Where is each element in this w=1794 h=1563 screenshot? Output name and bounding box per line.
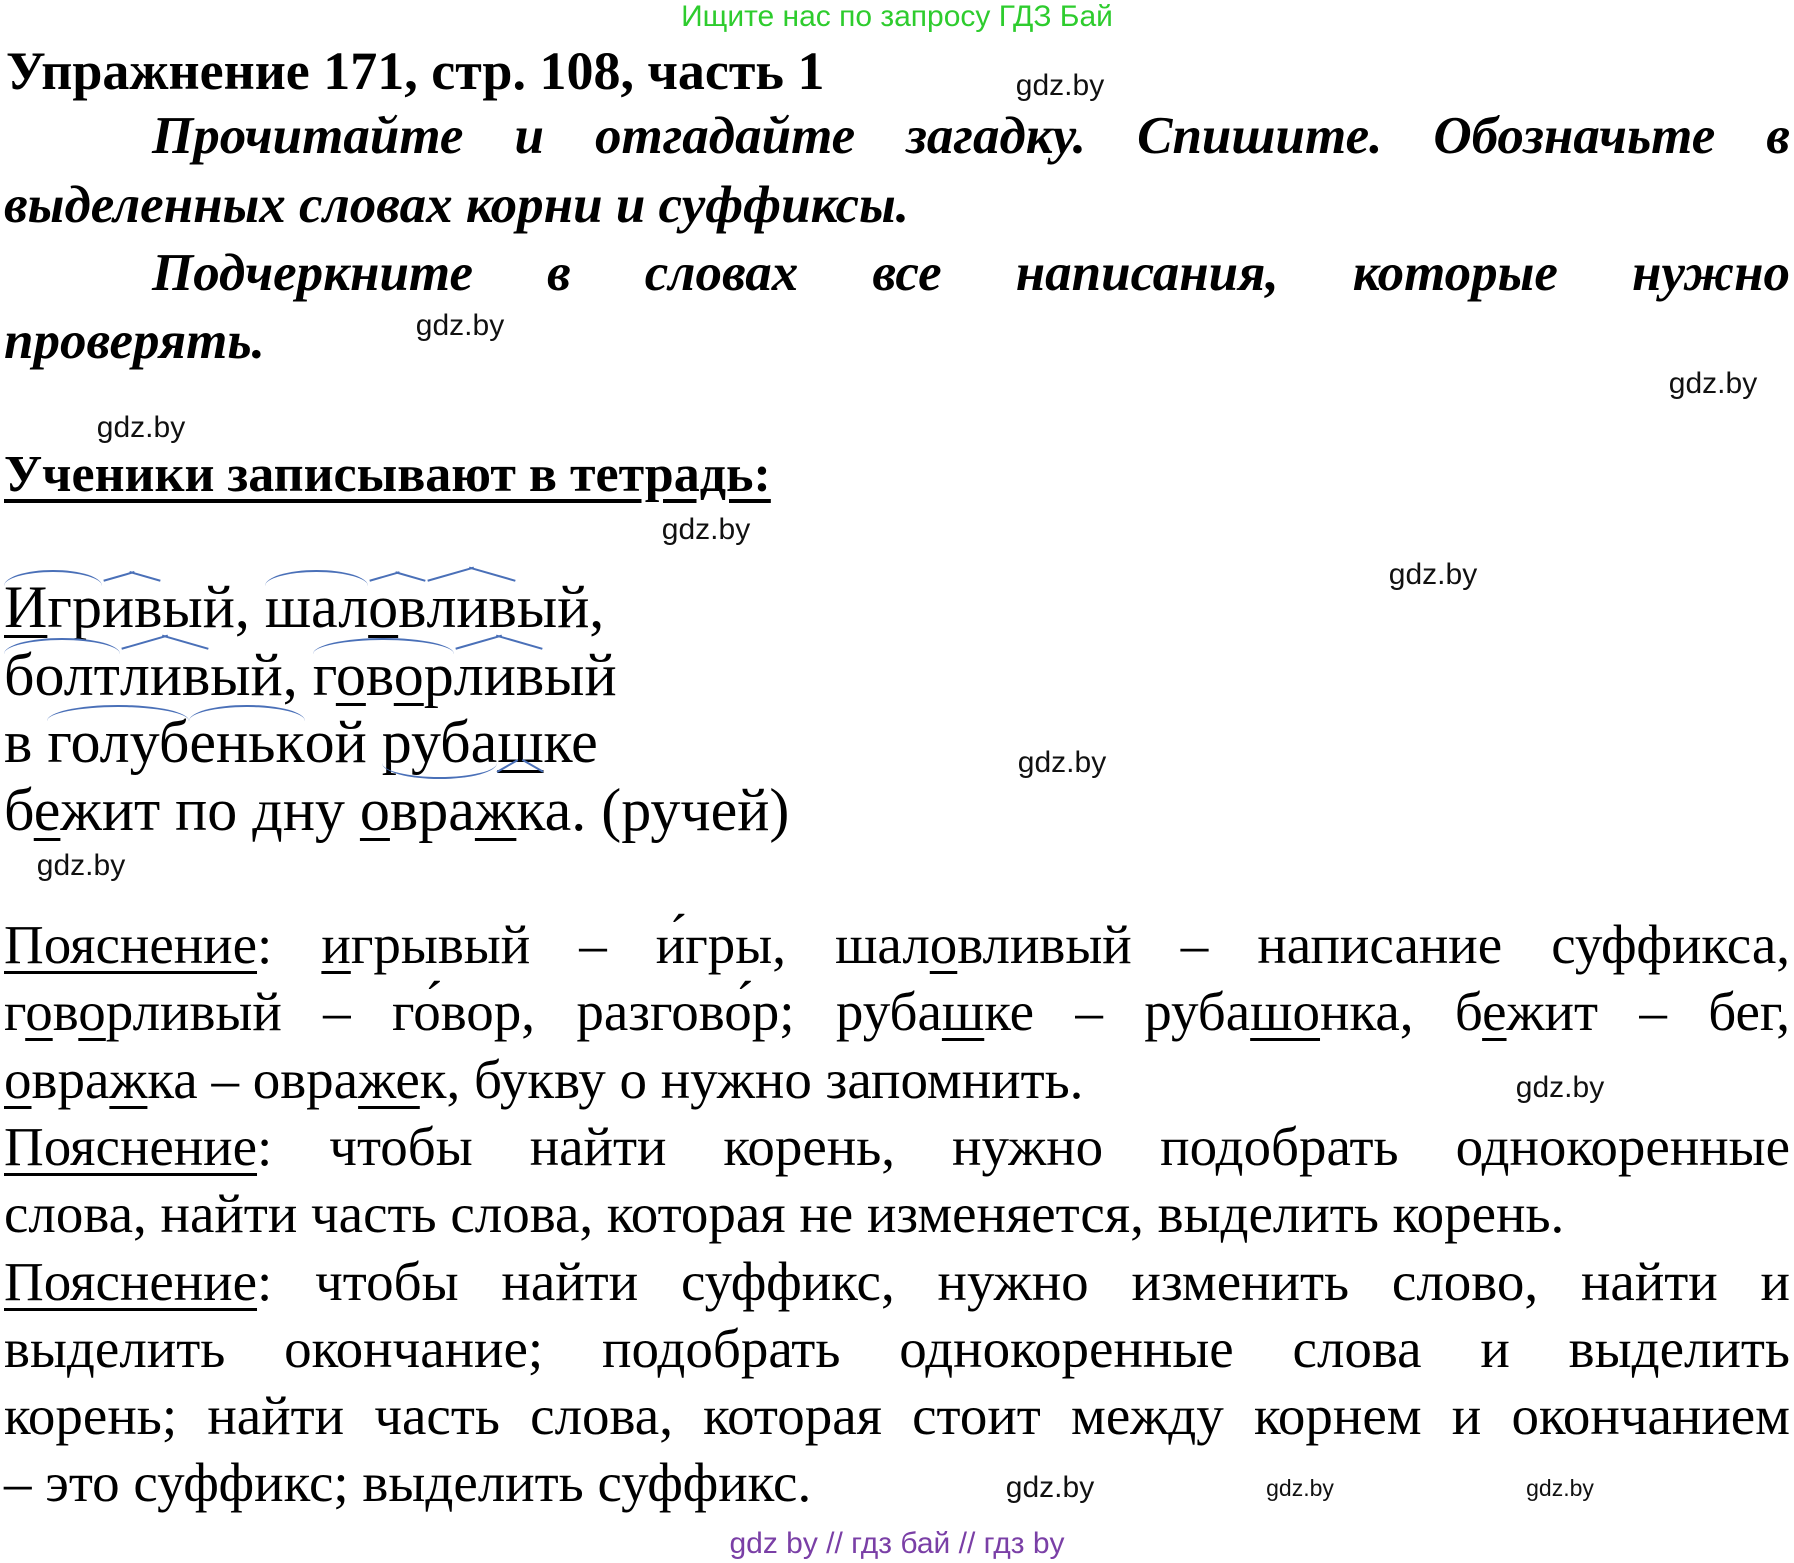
explanation-line [4, 1449, 811, 1516]
text-fragment: выделить окончание; подобрать однокоренные слова и выделить [4, 1317, 1790, 1379]
text-fragment: вра [389, 777, 475, 843]
text-fragment: г [312, 642, 336, 708]
watermark: gdz.by [415, 309, 505, 342]
watermark: gdz.by [1005, 1471, 1095, 1504]
watermark: gdz.by [1266, 1475, 1334, 1501]
text-fragment: ый [544, 642, 617, 708]
marked-fragment: лив [453, 642, 545, 708]
text-fragment: ый, [162, 574, 265, 640]
poem-line [4, 709, 598, 775]
marked-fragment: ж [474, 777, 517, 843]
marked-fragment [497, 709, 543, 775]
marked-fragment [368, 574, 426, 640]
marked-fragment: еньк [189, 709, 305, 775]
explanation-line [4, 1113, 1790, 1180]
explanation-line [4, 1315, 1790, 1382]
explanation-line [4, 1046, 1083, 1113]
poem-line [4, 777, 789, 843]
text-fragment: вра [31, 1048, 110, 1110]
task-line: проверять. [4, 312, 265, 370]
section-heading: Ученики записывают в тетрадь: [4, 446, 771, 503]
marked-fragment: шал [264, 574, 369, 640]
task-line: выделенных словах корни и суффиксы. [4, 176, 909, 234]
marked-fragment: о [929, 914, 958, 975]
marked-fragment: о [78, 981, 106, 1043]
watermark: gdz.by [661, 513, 751, 546]
watermark: gdz.by [1017, 746, 1107, 779]
search-hint-banner: Ищите нас по запросу ГДЗ Бай [681, 0, 1113, 33]
text-fragment: корень; найти часть слова, которая стоит между корнем и окончанием [4, 1385, 1790, 1447]
text-fragment: вливый – написание суффикса, [957, 914, 1790, 975]
marked-fragment: е [1482, 981, 1507, 1043]
marked-fragment: о [25, 981, 53, 1043]
marked-fragment: ж [109, 1048, 148, 1110]
text-fragment: нка, б [1320, 981, 1483, 1043]
watermark: gdz.by [1515, 1071, 1605, 1104]
watermark: gdz.by [96, 411, 186, 444]
text-fragment: грывый – и́гры, шал [350, 914, 930, 975]
text-fragment: г [4, 981, 26, 1043]
watermark: gdz.by [36, 849, 126, 882]
explanation-line [4, 1180, 1564, 1247]
text-fragment: жит – бег, [1506, 981, 1790, 1043]
text-fragment: ый, [516, 574, 605, 640]
text-fragment: в [398, 574, 427, 640]
marked-fragment: шо [1250, 981, 1321, 1043]
marked-fragment: Пояснение [4, 914, 258, 975]
marked-fragment: лив [426, 574, 517, 640]
text-fragment: гр [47, 574, 102, 640]
marked-fragment: Пояснение [4, 1115, 258, 1177]
explanation-line [4, 911, 1790, 978]
marked-fragment: И [4, 574, 48, 640]
watermark: gdz.by [1388, 558, 1478, 591]
text-fragment: в [4, 709, 48, 775]
marked-fragment: е [33, 777, 61, 843]
text-fragment: ке [543, 709, 598, 775]
marked-fragment: Пояснение [4, 1250, 258, 1312]
marked-fragment: голуб [47, 709, 190, 775]
text-fragment: к, букву о нужно запомнить. [419, 1048, 1084, 1110]
marked-fragment: же [358, 1048, 420, 1110]
text-fragment: ой [304, 709, 382, 775]
text-fragment: слова, найти часть слова, которая не изменяется, выделить корень. [4, 1183, 1565, 1245]
marked-fragment [313, 642, 454, 708]
text-fragment: рливый – го́вор, разгово́р; руба [105, 981, 942, 1043]
marked-fragment: болт [4, 642, 120, 708]
marked-fragment: лив [119, 642, 211, 708]
text-fragment: б [4, 777, 34, 843]
marked-fragment: и [321, 914, 351, 975]
watermark: gdz.by [1015, 69, 1105, 102]
watermark: gdz.by [1526, 1475, 1594, 1501]
marked-fragment: о [368, 574, 399, 640]
explanation-line [4, 1382, 1790, 1449]
marked-fragment: руба [381, 709, 498, 775]
marked-fragment: о [335, 642, 366, 708]
task-line: Подчеркните в словах все написания, которые нужно [152, 244, 1790, 302]
text-fragment: ый, [210, 642, 313, 708]
marked-fragment [4, 574, 102, 640]
text-fragment: : [257, 914, 322, 975]
text-fragment: в [365, 642, 394, 708]
exercise-title: Упражнение 171, стр. 108, часть 1 [6, 41, 825, 101]
text-fragment: ка – овра [147, 1048, 359, 1110]
marked-fragment: о [4, 1048, 32, 1110]
footer-links: gdz by // гдз бай // гдз by [729, 1527, 1065, 1560]
marked-fragment: о [359, 777, 390, 843]
text-fragment: – это суффикс; выделить суффикс. [4, 1452, 812, 1514]
text-fragment: : чтобы найти корень, нужно подобрать однокоренные [257, 1115, 1790, 1177]
explanation-line [4, 1248, 1790, 1315]
marked-fragment: о [393, 642, 424, 708]
text-fragment: : чтобы найти суффикс, нужно изменить слово, найти и [257, 1250, 1790, 1312]
text-fragment: ка. (ручей) [516, 777, 790, 843]
poem-line [4, 574, 604, 640]
text-fragment: р [423, 642, 454, 708]
marked-fragment: ш [941, 981, 985, 1043]
marked-fragment: ив [101, 574, 163, 640]
text-fragment: ке – руба [984, 981, 1251, 1043]
poem-line [4, 642, 617, 708]
marked-fragment: ш [497, 709, 544, 775]
text-fragment: жит по дну [60, 777, 360, 843]
task-line: Прочитайте и отгадайте загадку. Спишите. Обозначьте в [152, 107, 1790, 165]
watermark: gdz.by [1668, 367, 1758, 400]
text-fragment: в [52, 981, 79, 1043]
explanation-line [4, 978, 1790, 1045]
